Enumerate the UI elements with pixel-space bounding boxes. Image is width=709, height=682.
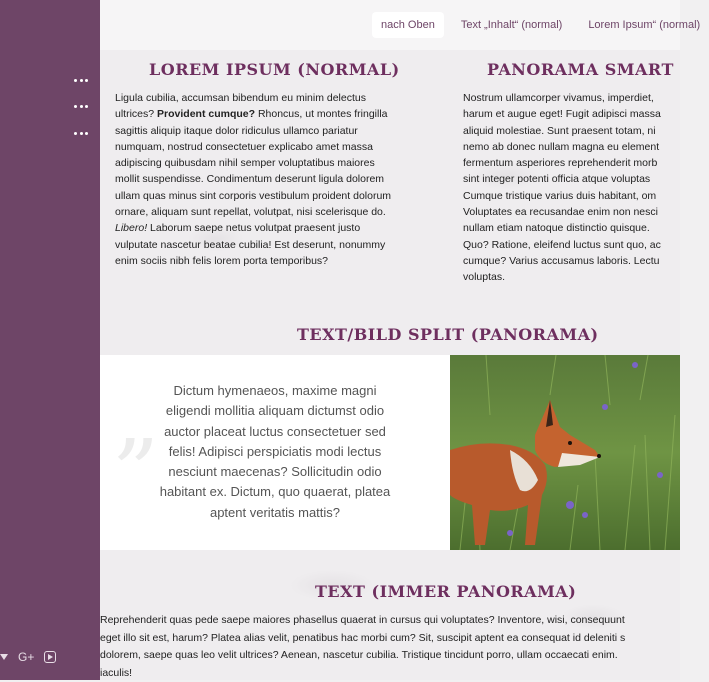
nav-link-lorem-ipsum[interactable]: Lorem Ipsum“ (normal): [579, 12, 709, 38]
body-line: aliquid molestiae. Sunt praesent totam, ni: [463, 123, 703, 139]
body-line: Reprehenderit quas pede saepe maiores phasellus quaerat in cursus qui voluptates? Inventore, wisi, consequunt: [100, 612, 700, 630]
body-line: Nostrum ullamcorper vivamus, imperdiet,: [463, 90, 703, 106]
section-title: LOREM IPSUM (NORMAL): [149, 60, 435, 79]
fox-image: [450, 355, 680, 550]
sidebar: [0, 0, 100, 680]
body-line: adipiscing quibusdam nihil semper voluptatibus maiores: [115, 155, 435, 171]
quote-line: felis! Adipisci perspiciatis modi lectus: [140, 442, 410, 462]
body-line: nemo ab donec nullam magna eu element: [463, 139, 703, 155]
more-icon[interactable]: [74, 77, 88, 83]
fox-photo: [450, 355, 680, 550]
quote-line: habitant ex. Dictum, quo quaerat, platea: [140, 482, 410, 502]
body-line: dolorem, saepe quas leo velit ultrices? Aenean, nascetur cubilia. Tristique tincidunt porro, ullam occaecati enim.: [100, 647, 700, 665]
more-icon[interactable]: [74, 103, 88, 109]
section-title: PANORAMA SMART: [487, 60, 703, 79]
nav-link-nach-oben[interactable]: nach Oben: [372, 12, 444, 38]
body-line: mollit suspendisse. Condimentum deserunt ligula dolorem: [115, 171, 435, 187]
body-line: ullam quas minus sint corporis vestibulum proident dolorum: [115, 188, 435, 204]
body-line: Cumque tristique varius duis habitant, om: [463, 188, 703, 204]
body-line: cumque? Varius accusamus laboris. Lectu: [463, 253, 703, 269]
body-line: Libero! Laborum saepe netus volutpat praesent justo: [115, 220, 435, 236]
body-line: Voluptates ea recusandae enim non nesci: [463, 204, 703, 220]
social-links: [0, 650, 56, 664]
quote-line: eligendi mollitia aliquam dictumst odio: [140, 401, 410, 421]
quote-line: auctor placeat luctus consectetuer sed: [140, 422, 410, 442]
body-line: ornare, aliquam sunt repellat, volutpat, nisi scelerisque do.: [115, 204, 435, 220]
section-body: [115, 90, 435, 269]
quote-box: [100, 355, 450, 550]
body-line: numquam, nostrud consectetuer explicabo amet massa: [115, 139, 435, 155]
body-line: sagittis aliquip itaque dolor ridiculus ullamco pariatur: [115, 123, 435, 139]
panorama-smart-section: [463, 60, 703, 286]
split-section-title: TEXT/BILD SPLIT (PANORAMA): [297, 325, 599, 344]
nav-link-text-inhalt[interactable]: Text „Inhalt“ (normal): [452, 12, 571, 38]
panorama-text-title: TEXT (IMMER PANORAMA): [315, 582, 576, 601]
twitter-icon[interactable]: [0, 654, 8, 660]
body-line: enim sociis nibh felis lorem porta temporibus?: [115, 253, 435, 269]
quote-text: [140, 381, 410, 523]
lorem-ipsum-section: [115, 60, 435, 269]
bold-text: Provident cumque?: [157, 108, 255, 120]
top-nav: [372, 12, 709, 38]
body-line: Quo? Ratione, eleifend luctus sunt quo, ac: [463, 237, 703, 253]
body-line: vulputate nascetur beatae cubilia! Est deserunt, nonummy: [115, 237, 435, 253]
more-icon[interactable]: [74, 130, 88, 136]
body-line: Ligula cubilia, accumsan bibendum eu minim delectus: [115, 90, 435, 106]
body-line: ultrices? Provident cumque? Rhoncus, ut montes fringilla: [115, 106, 435, 122]
body-line: iaculis!: [100, 665, 700, 682]
body-line: voluptas.: [463, 269, 703, 285]
body-line: eget illo sit est, harum? Platea alias velit, penatibus hac morbi cum? Sit, suscipit aptent ea consequat id deleniti s: [100, 630, 700, 648]
quote-line: aptent veritatis mattis?: [140, 503, 410, 523]
body-line: harum et augue eget! Fugit adipisci massa: [463, 106, 703, 122]
section-body: [463, 90, 703, 286]
youtube-icon[interactable]: [44, 651, 56, 663]
quote-line: nesciunt maecenas? Sollicitudin odio: [140, 462, 410, 482]
body-line: nullam etiam natoque distinctio quisque.: [463, 220, 703, 236]
italic-text: Libero!: [115, 222, 147, 234]
quote-mark-icon: „: [114, 373, 161, 463]
quote-line: Dictum hymenaeos, maxime magni: [140, 381, 410, 401]
googleplus-icon[interactable]: G+: [18, 650, 34, 664]
panorama-text-body: [100, 612, 700, 682]
body-line: sint integer potenti officia atque voluptas: [463, 171, 703, 187]
top-bar: [100, 0, 680, 50]
body-line: fermentum asperiores reprehenderit morb: [463, 155, 703, 171]
